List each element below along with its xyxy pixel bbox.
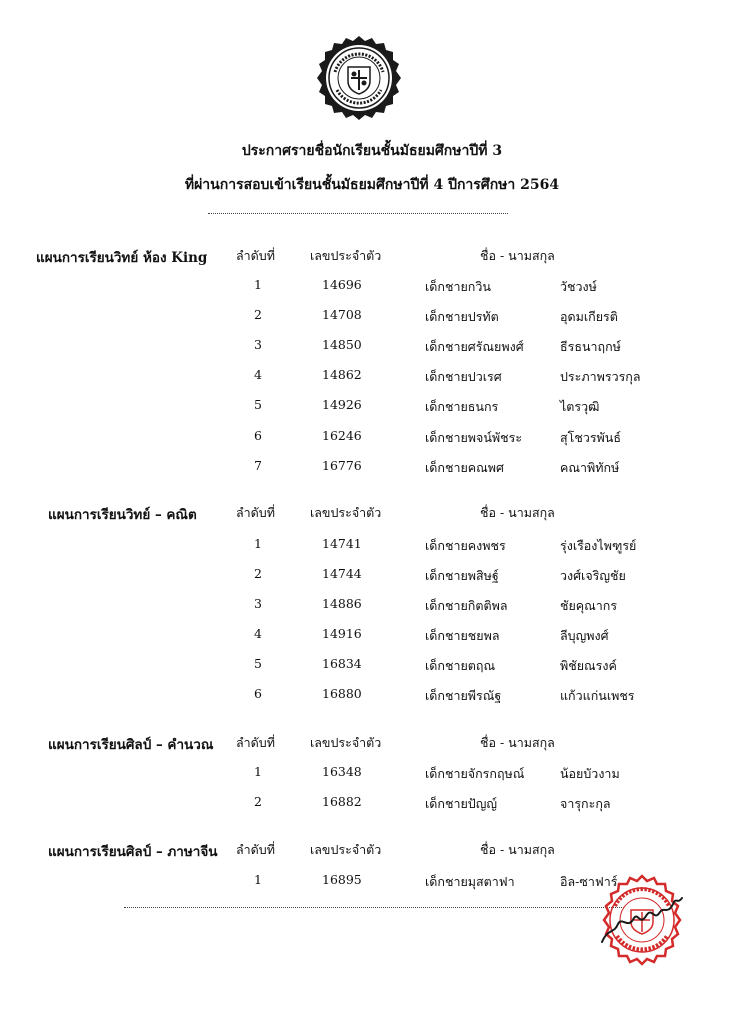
student-id: 14708 — [322, 307, 362, 322]
student-id: 16895 — [322, 872, 362, 887]
row-number: 1 — [254, 536, 262, 551]
name-header: ชื่อ - นามสกุล — [480, 248, 555, 263]
last-name: คณาพิทักษ์ — [560, 460, 620, 475]
student-id: 14741 — [322, 536, 362, 551]
last-name: ธีรธนาฤกษ์ — [560, 339, 621, 354]
row-number: 7 — [254, 458, 262, 473]
last-name: สุโชวรพันธ์ — [560, 430, 621, 445]
student-id: 16882 — [322, 794, 362, 809]
last-name: จารุกะกุล — [560, 796, 611, 811]
first-name: เด็กชายศรัณยพงศ์ — [425, 339, 524, 354]
student-id: 16880 — [322, 686, 362, 701]
student-id: 14862 — [322, 367, 362, 382]
footer-divider — [124, 907, 624, 908]
last-name: น้อยบัวงาม — [560, 766, 620, 781]
section-title: แผนการเรียนศิลป์ – ภาษาจีน — [48, 844, 218, 860]
row-number: 1 — [254, 277, 262, 292]
row-number: 6 — [254, 686, 262, 701]
student-id: 16776 — [322, 458, 362, 473]
student-id: 14850 — [322, 337, 362, 352]
announcement-title: ประกาศรายชื่อนักเรียนชั้นมัธยมศึกษาปีที่ 3 — [241, 143, 503, 159]
first-name: เด็กชายปัญญ์ — [425, 796, 498, 811]
student-id: 14926 — [322, 397, 362, 412]
last-name: พิชัยณรงค์ — [560, 658, 617, 673]
row-number: 2 — [254, 566, 262, 581]
last-name: ชัยคุณากร — [560, 598, 618, 613]
last-name: อิล-ซาฟาร์ — [560, 874, 618, 889]
title-divider — [208, 213, 508, 214]
first-name: เด็กชายปรทัต — [425, 309, 499, 324]
order-header: ลำดับที่ — [236, 248, 275, 263]
first-name: เด็กชายพีรณัฐ — [425, 688, 502, 703]
row-number: 3 — [254, 337, 262, 352]
student-id: 14696 — [322, 277, 362, 292]
row-number: 1 — [254, 872, 262, 887]
student-id: 14916 — [322, 626, 362, 641]
row-number: 4 — [254, 367, 262, 382]
student-id: 14744 — [322, 566, 362, 581]
last-name: ลีบุญพงศ์ — [560, 628, 609, 643]
announcement-subtitle: ที่ผ่านการสอบเข้าเรียนชั้นมัธยมศึกษาปีที่ 4 ปีการศึกษา 2564 — [184, 177, 560, 193]
section-title: แผนการเรียนวิทย์ – คณิต — [48, 507, 197, 523]
order-header: ลำดับที่ — [236, 842, 275, 857]
student-id: 16834 — [322, 656, 362, 671]
row-number: 5 — [254, 656, 262, 671]
first-name: เด็กชายปวเรศ — [425, 369, 502, 384]
official-stamp — [594, 872, 690, 968]
section-title: แผนการเรียนศิลป์ – คำนวณ — [48, 737, 214, 753]
row-number: 1 — [254, 764, 262, 779]
row-number: 2 — [254, 307, 262, 322]
first-name: เด็กชายธนกร — [425, 399, 499, 414]
first-name: เด็กชายมุสตาฟา — [425, 874, 515, 889]
last-name: อุดมเกียรติ — [560, 309, 618, 324]
first-name: เด็กชายพสิษฐ์ — [425, 568, 499, 583]
section-title: แผนการเรียนวิทย์ ห้อง King — [36, 250, 208, 266]
last-name: ประภาพรวรกุล — [560, 369, 641, 384]
student-id-header: เลขประจำตัว — [310, 505, 382, 520]
first-name: เด็กชายกิตติพล — [425, 598, 508, 613]
first-name: เด็กชายชยพล — [425, 628, 500, 643]
student-id: 14886 — [322, 596, 362, 611]
row-number: 4 — [254, 626, 262, 641]
first-name: เด็กชายคณพศ — [425, 460, 504, 475]
name-header: ชื่อ - นามสกุล — [480, 735, 555, 750]
school-crest-logo — [315, 34, 403, 122]
last-name: ไตรวุฒิ — [560, 399, 600, 414]
order-header: ลำดับที่ — [236, 505, 275, 520]
student-id-header: เลขประจำตัว — [310, 248, 382, 263]
row-number: 3 — [254, 596, 262, 611]
last-name: วัชวงษ์ — [560, 279, 597, 294]
student-id-header: เลขประจำตัว — [310, 842, 382, 857]
student-id-header: เลขประจำตัว — [310, 735, 382, 750]
first-name: เด็กชายตฤณ — [425, 658, 496, 673]
last-name: วงศ์เจริญชัย — [560, 568, 626, 583]
order-header: ลำดับที่ — [236, 735, 275, 750]
student-id: 16246 — [322, 428, 362, 443]
name-header: ชื่อ - นามสกุล — [480, 505, 555, 520]
row-number: 6 — [254, 428, 262, 443]
row-number: 5 — [254, 397, 262, 412]
row-number: 2 — [254, 794, 262, 809]
first-name: เด็กชายจักรกฤษณ์ — [425, 766, 525, 781]
first-name: เด็กชายคงพชร — [425, 538, 506, 553]
first-name: เด็กชายกวิน — [425, 279, 491, 294]
last-name: แก้วแก่นเพชร — [560, 688, 635, 703]
student-id: 16348 — [322, 764, 362, 779]
name-header: ชื่อ - นามสกุล — [480, 842, 555, 857]
last-name: รุ่งเรืองไพฑูรย์ — [560, 538, 637, 553]
first-name: เด็กชายพจน์พัชระ — [425, 430, 523, 445]
